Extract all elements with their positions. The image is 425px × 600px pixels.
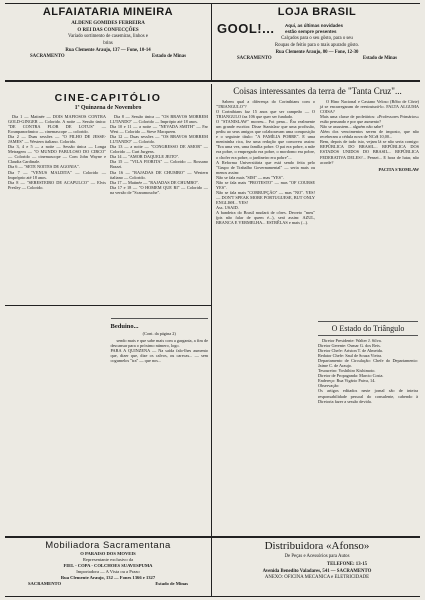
beduino-continued: (Cont. da página 2): [142, 331, 176, 336]
ad-alfaiataria-line1: Variado sortimento de casemiras, linhos e: [68, 34, 148, 39]
coisas-title: Coisas interessantes da terra de "Tanta Cruz"...: [233, 86, 402, 96]
ad-distribuidora-address: Avenida Benedito Valadares, 541 — SACRAMENTO: [262, 569, 372, 574]
ad-alfaiataria-tagline: O REI DAS CONFECÇÕES: [77, 28, 139, 33]
ges-sacramento-section: [8, 308, 208, 528]
bottom-border: [5, 596, 420, 597]
beduino-section: [111, 323, 209, 363]
cine-schedule-col1: Dia 1 — Matinée — DOIS MAFIOSOS CONTRA GOLD-GINGER — Colorido. A noite — Sessão única: "DE CONTRA FLOR DE LOTUS" — Ecranpanorâmico — cinemascope — colorido. Dia 2 — Duas sessões — "O FILHO DE JESSE-JAMES" — Western italiano. Colorido. Dia 3, 4 e 5 — a noite — Sessão única — Longa Metragem — "O MUNDO FABULOSO DO CIRCO" — Colorido — cinemascope — Com John Wayne e Claudia Cardinale. Dia 6 — "SETE NOITES DE AGONIA". Dia 7 — "VENUS MALDITA" — Colorido — Impróprio até 18 anos. Dia 8 — "SERESTEIRO DE ACAPULCO" — Elvis Presley — Colorido.: [8, 114, 106, 190]
triangulo-rule: [318, 335, 418, 336]
ad-alfaiataria-title: ALFAIATARIA MINEIRA: [42, 6, 174, 18]
top-border: [5, 3, 420, 4]
header-rule: [5, 80, 420, 82]
center-divider: [211, 84, 212, 584]
ad-loja-brasil-title: LOJA BRASIL: [277, 6, 357, 18]
footer-divider: [211, 538, 212, 596]
beduino-body: sendo mais e que sabe mais com a garganta, a fim de descansar para o próximo número, logo. PARA A QUINZENA — Na saída falo-lhes aumento que, dizer que, dize os calvos, ou carecas... — sem cogumelos "tra" — que nos...: [110, 338, 208, 364]
ad-alfaiataria-city: SACRAMENTO: [30, 54, 65, 59]
ad-mobiliadora-line3: Importadora — A Vista ou a Prazo: [76, 569, 140, 574]
cine-title: CINE-CAPITÓLIO: [54, 92, 162, 104]
ad-distribuidora-title: Distribuidora «Afonso»: [264, 540, 370, 552]
ad-distribuidora-phone: TELEFONE: 13-15: [326, 562, 367, 567]
ad-loja-brasil-state: Estado de Minas: [362, 56, 397, 61]
ad-distribuidora-afonso: [217, 540, 417, 596]
ad-alfaiataria-line2: brins: [103, 40, 113, 46]
cine-subtitle: 1ª Quinzena de Novembro: [74, 105, 142, 111]
ad-mobiliadora-city: SACRAMENTO: [28, 581, 62, 586]
beduino-title: Beduino...: [110, 323, 139, 330]
cine-capitolio-section: [8, 92, 208, 304]
ad-alfaiataria-owner: ALDENE GOMIDES FERREIRA: [71, 21, 145, 26]
cine-bottom-rule: [5, 305, 211, 306]
ad-loja-brasil-gool: GOOL!...: [217, 21, 275, 36]
ad-loja-brasil-line1: Calçados para o seu gôsto, para o seu: [281, 36, 353, 41]
ad-alfaiataria-state: Estado de Minas: [151, 54, 186, 59]
ad-alfaiataria-mineira: [8, 6, 208, 80]
beduino-rule: [111, 318, 209, 319]
ad-mobiliadora-title: Mobiliadora Sacramentana: [45, 540, 171, 551]
ad-mobiliadora-state: Estado de Minas: [155, 581, 188, 586]
triangulo-title: O Estado do Triângulo: [331, 324, 405, 333]
ad-loja-brasil-line2: Roupas de feitio para o mais apurado gôsto.: [274, 42, 360, 48]
triangulo-body: Diretor Presidente: Walter J. Silva. Diretor Gerente: Osmar G. dos Reis. Diretor Chefe: Ariston T. de Almeida. Redator Chefe: Saul de Souza Vieira. Departamento de Circulação: Chefe do Departamento: Jaime C. de Araujo. Tesoureiro: Yoshihiro Kishimoto. Diretor de Propaganda: Marcio Costa. Endereço: Rua Vigário Paiva, 14. Observação: Os artigos editados neste jornal são de inteira responsabilidade pessoal do consulente, cabendo à Diretoria fazer a sessão devida.: [318, 338, 418, 404]
ad-alfaiataria-address: Rua Clemente Araujo, 137 — Fone, 10-14: [65, 48, 151, 53]
ad-mobiliadora-sacramentana: [8, 540, 208, 596]
coisas-col1: Sabem qual a diferença do Corinthians com o "TRIANGULO"? O Corinthians faz 15 anos que ser campeão — O TRIANGULO faz 106 que quer ser fundado. O "STANISLAW" morreu... Foi pena... Êra realmente um grande escritor. Disse Stanislaw que uma profissão, pediu ao seus amigos que colaboravam uma composição e o seguinte título: "A FAMÍLIA POBRE". E uma menininha rica, fez uma redação que comoveu assim: "Era uma vez, uma família pobre. O pai era pobre, a mãe era pobre, o empregado era pobre, o mordomo era pobre, o chofer era pobre, o jardineiro era pobre"... A Reforma Universitária que está sendo feita pelo "Grupo de Trabalho Governamental" — seria mais ou menos assim: Não se fala mais "SIM" — mas "YES". Não se fala mais "PROTESTO" — mas "OF COURSE YES". Não se fala mais "CORRUPÇÃO" — mas "NO". YES! — DON'T SPEAK MORE PORTUGUESE, BUT ONLY ENGLISH... YES! Ass. USAID. A bandeira do Brasil mudará de côres. Decreto "meu" (pis não falar de quem é...), será assim: AZUL, BRANCA E VERMELHA... ESTRÊLAS e mais (...).: [216, 99, 315, 226]
triangulo-masthead: [318, 324, 418, 500]
ad-loja-brasil-aside1: Aqui, as últimas novidades: [285, 22, 344, 28]
ad-distribuidora-annex: ANEXO: OFICINA MECANICA e ELETRICIDADE: [264, 575, 370, 580]
cine-schedule-col2: Dia 8 — Sessão única — "OS BRAVOS MORREM LUTANDO" — Colorido — Imprópio até 18 anos. Dia 10 e 11 — a noite — "NEVADA SMITH" — Far West — Colorido — Steve Macqueen. Dia 12 — Duas sessões — "OS BRAVOS MORREM LUTANDO" — Colorido. Dia 13 — a noite — "CONGRESSO DE AMOR" — Colorido — Curt Jurgens. Dia 14 — "AMOR DAQUELE JEITO". Dia 15 — "VILA FIORITA" — Colorido — Rossano Brazzi. Dia 16 — "RAJADAS DE CHUMBO" — Western italiano — Colorido. Dia 17 — Matinée — "RAJADAS DE CHUMBO". Dia 17 e 18 — "O HOMEM QUE RI" — Colorido — na versão de "Scaramouche".: [110, 114, 208, 195]
ad-loja-brasil-aside2: estão sempre presentes: [285, 28, 337, 34]
coisas-signature: PACITA S'ROMLAW: [378, 166, 419, 172]
ad-distribuidora-tagline: De Peças e Acessórios para Autos: [284, 554, 350, 559]
ad-loja-brasil: [217, 6, 417, 80]
ad-mobiliadora-line2: FIEL - COPA - COLCHOES SUAVESPUMA: [63, 563, 153, 568]
footer-rule: [5, 536, 420, 538]
top-divider: [211, 4, 212, 80]
coisas-col2: O Hino Nacional e Castano Veloso (Bôbo de Côrte) já se encarregaram de reestruturá-lo. FALTA ALGUMA COISA? Mais uma classe de proletários: «Professores Primários» estão pensando e por que aumento? Não se assustem... alguém não sabe? Além dos vencimentos serem de imposto, que não receberam a cédula nova de NCr$ 10,00... Bem, depois de tudo isto, vejam lá se não seria comigo: REPÚBLICA DO BRASIL... REPÚBLICA DOS ESTADOS UNIDOS DO BRASIL... REPÚBLICA FEDERATIVA DELES?... Pensei... E hora de lutar, não acorde?: [320, 99, 419, 165]
ad-loja-brasil-address: Rua Clemente Araujo, 80 — Fone, 12-30: [275, 50, 359, 55]
triangulo-rule-top: [318, 321, 418, 322]
ad-mobiliadora-tagline: O PARAISO DOS MOVEIS: [80, 551, 136, 556]
ad-loja-brasil-city: SACRAMENTO: [237, 56, 272, 61]
ad-mobiliadora-line1: Representante exclusivo da: [82, 557, 134, 562]
ad-mobiliadora-address: Rua Clemente Araujo, 132 — Fones 1366 e 1327: [60, 575, 156, 580]
